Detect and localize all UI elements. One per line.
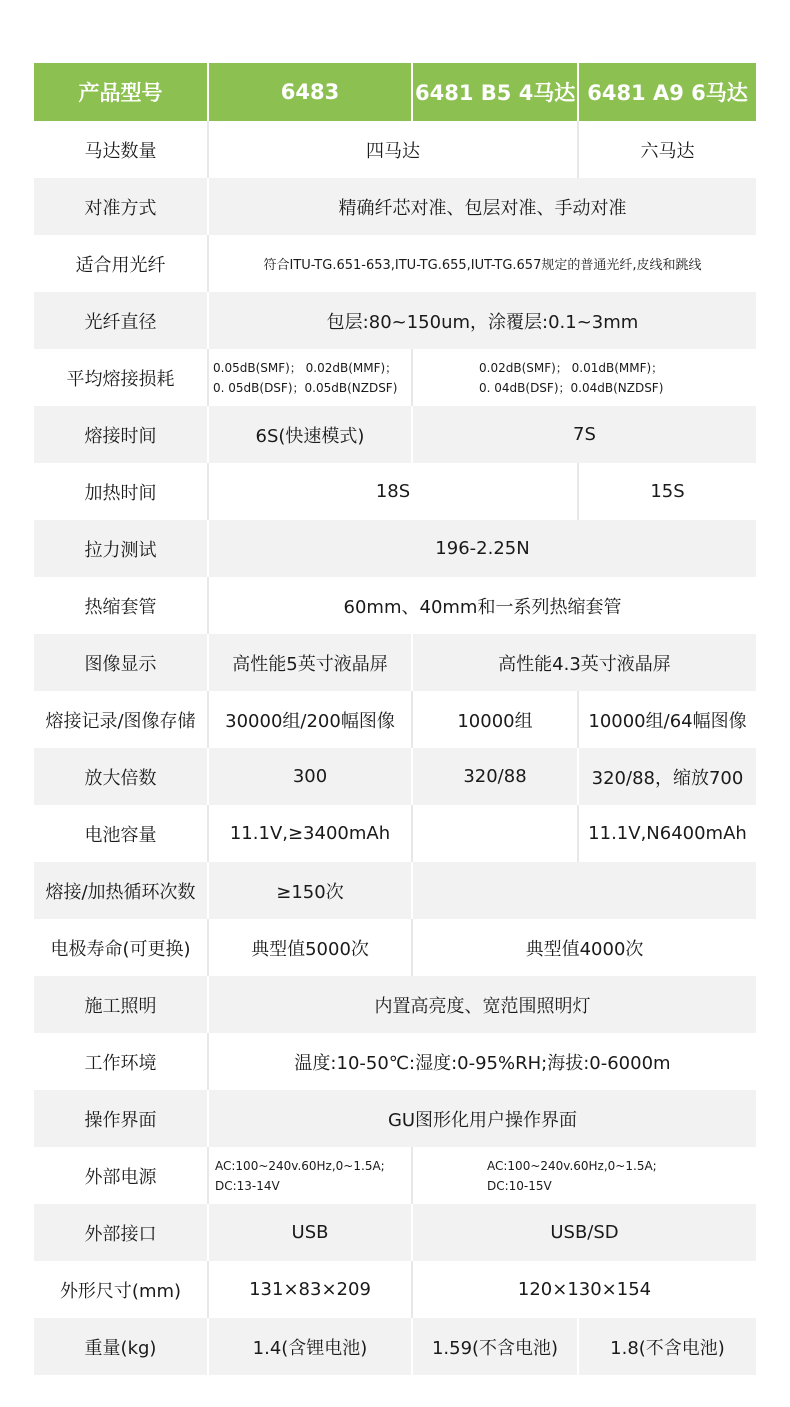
row-value: 10000组/64幅图像 [578, 691, 756, 748]
row-label: 平均熔接损耗 [34, 349, 208, 406]
loss-line: 0. 04dB(DSF)；0.04dB(NZDSF) [479, 380, 664, 395]
row-label: 外部电源 [34, 1147, 208, 1204]
spec-table [34, 63, 756, 1375]
row-label: 拉力测试 [34, 520, 208, 577]
row-value: 高性能5英寸液晶屏 [208, 634, 412, 691]
loss-line: 0. 05dB(DSF)；0.05dB(NZDSF) [213, 380, 398, 395]
row-value: 7S [412, 406, 756, 463]
row-label: 电池容量 [34, 805, 208, 862]
row-size [34, 1261, 756, 1318]
row-electrode [34, 919, 756, 976]
row-value [412, 862, 756, 919]
row-value: 1.59(不含电池) [412, 1318, 578, 1375]
header-model-6483: 6483 [208, 63, 412, 121]
row-value: 1.8(不含电池) [578, 1318, 756, 1375]
row-battery [34, 805, 756, 862]
row-value: 温度:10-50℃:湿度:0-95%RH;海拔:0-6000m [208, 1033, 756, 1090]
row-value: 10000组 [412, 691, 578, 748]
row-value: 典型值4000次 [412, 919, 756, 976]
row-value: 196-2.25N [208, 520, 756, 577]
row-records [34, 691, 756, 748]
row-value: 包层:80~150um，涂覆层:0.1~3mm [208, 292, 756, 349]
row-label: 光纤直径 [34, 292, 208, 349]
row-weight [34, 1318, 756, 1375]
row-port [34, 1204, 756, 1261]
row-value [208, 1147, 412, 1204]
row-power [34, 1147, 756, 1204]
row-loss [34, 349, 756, 406]
row-value: 30000组/200幅图像 [208, 691, 412, 748]
row-label: 马达数量 [34, 121, 208, 178]
row-value: 高性能4.3英寸液晶屏 [412, 634, 756, 691]
row-value: 15S [578, 463, 756, 520]
row-value: 符合ITU-TG.651-653,ITU-TG.655,IUT-TG.657规定的普通光纤,皮线和跳线 [208, 235, 756, 292]
row-label: 操作界面 [34, 1090, 208, 1147]
row-display [34, 634, 756, 691]
row-value: USB [208, 1204, 412, 1261]
row-label: 对准方式 [34, 178, 208, 235]
row-value: 320/88 [412, 748, 578, 805]
row-motors [34, 121, 756, 178]
row-label: 施工照明 [34, 976, 208, 1033]
power-line: DC:10-15V [487, 1178, 552, 1193]
row-label: 图像显示 [34, 634, 208, 691]
row-value: 60mm、40mm和一系列热缩套管 [208, 577, 756, 634]
row-label: 热缩套管 [34, 577, 208, 634]
row-value: 11.1V,N6400mAh [578, 805, 756, 862]
row-value: 六马达 [578, 121, 756, 178]
header-model-6481-a9: 6481 A9 6马达 [578, 63, 756, 121]
row-heat-time [34, 463, 756, 520]
row-label: 加热时间 [34, 463, 208, 520]
row-value: 1.4(含锂电池) [208, 1318, 412, 1375]
row-value [412, 1147, 756, 1204]
row-value: 300 [208, 748, 412, 805]
header-model-6481-b5: 6481 B5 4马达 [412, 63, 578, 121]
row-diameter [34, 292, 756, 349]
row-interface [34, 1090, 756, 1147]
row-environment [34, 1033, 756, 1090]
row-value [412, 805, 578, 862]
row-label: 适合用光纤 [34, 235, 208, 292]
row-value: 11.1V,≥3400mAh [208, 805, 412, 862]
row-alignment [34, 178, 756, 235]
power-line: AC:100~240v.60Hz,0~1.5A; [215, 1158, 385, 1173]
row-label: 熔接/加热循环次数 [34, 862, 208, 919]
row-magnification [34, 748, 756, 805]
row-label: 外形尺寸(mm) [34, 1261, 208, 1318]
row-value: 内置高亮度、宽范围照明灯 [208, 976, 756, 1033]
header-row [34, 63, 756, 121]
row-value: 典型值5000次 [208, 919, 412, 976]
row-splice-time [34, 406, 756, 463]
row-label: 熔接记录/图像存储 [34, 691, 208, 748]
row-sleeve [34, 577, 756, 634]
row-value: 四马达 [208, 121, 578, 178]
row-fiber [34, 235, 756, 292]
loss-line: 0.05dB(SMF)； 0.02dB(MMF)； [213, 360, 398, 375]
loss-line: 0.02dB(SMF)； 0.01dB(MMF)； [479, 360, 664, 375]
row-value: 120×130×154 [412, 1261, 756, 1318]
power-line: AC:100~240v.60Hz,0~1.5A; [487, 1158, 657, 1173]
row-label: 外部接口 [34, 1204, 208, 1261]
row-value: 131×83×209 [208, 1261, 412, 1318]
row-value: 18S [208, 463, 578, 520]
row-label: 工作环境 [34, 1033, 208, 1090]
row-label: 放大倍数 [34, 748, 208, 805]
row-value [412, 349, 756, 406]
row-label: 重量(kg) [34, 1318, 208, 1375]
row-value: GU图形化用户操作界面 [208, 1090, 756, 1147]
row-cycles [34, 862, 756, 919]
row-value: 6S(快速模式) [208, 406, 412, 463]
row-value: ≥150次 [208, 862, 412, 919]
row-lighting [34, 976, 756, 1033]
row-value: 精确纤芯对准、包层对准、手动对准 [208, 178, 756, 235]
row-value: USB/SD [412, 1204, 756, 1261]
header-model-label: 产品型号 [34, 63, 208, 121]
power-line: DC:13-14V [215, 1178, 280, 1193]
row-tension [34, 520, 756, 577]
row-label: 电极寿命(可更换) [34, 919, 208, 976]
row-label: 熔接时间 [34, 406, 208, 463]
row-value: 320/88，缩放700 [578, 748, 756, 805]
row-value [208, 349, 412, 406]
